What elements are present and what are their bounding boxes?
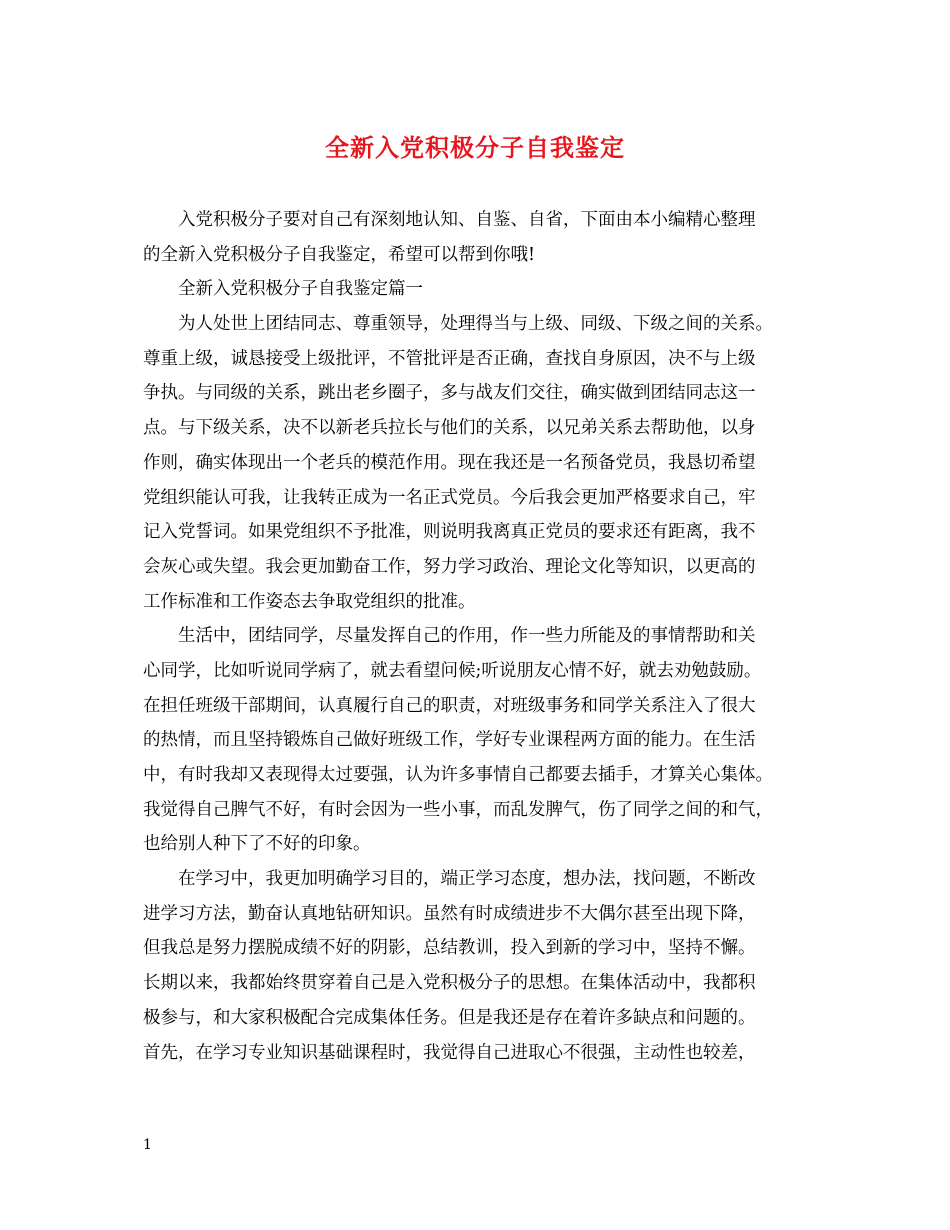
text-line: 也给别人种下了不好的印象。: [143, 834, 371, 855]
text-line: 工作标准和工作姿态去争取党组织的批准。: [143, 591, 476, 612]
text-line: 中，有时我却又表现得太过要强，认为许多事情自己都要去插手，才算关心集体。: [143, 765, 773, 785]
text-line: 极参与，和大家积极配合完成集体任务。但是我还是存在着许多缺点和问题的。: [143, 1007, 756, 1028]
text-line: 会灰心或失望。我会更加勤奋工作，努力学习政治、理论文化等知识，以更高的: [143, 556, 756, 577]
text-line: 党组织能认可我，让我转正成为一名正式党员。今后我会更加严格要求自己，牢: [143, 487, 756, 508]
text-line: 在担任班级干部期间，认真履行自己的职责，对班级事务和同学关系注入了很大: [143, 695, 756, 716]
text-line: 点。与下级关系，决不以新老兵拉长与他们的关系，以兄弟关系去帮助他，以身: [143, 418, 756, 439]
text-line: 为人处世上团结同志、尊重领导，处理得当与上级、同级、下级之间的关系。: [178, 314, 773, 335]
text-line: 首先，在学习专业知识基础课程时，我觉得自己进取心不很强，主动性也较差，: [143, 1042, 756, 1063]
text-line: 我觉得自己脾气不好，有时会因为一些小事，而乱发脾气，伤了同学之间的和气，: [143, 799, 773, 820]
text-line: 的热情，而且坚持锻炼自己做好班级工作，学好专业课程两方面的能力。在生活: [143, 730, 756, 751]
text-line: 进学习方法，勤奋认真地钻研知识。虽然有时成绩进步不大偶尔甚至出现下降，: [143, 903, 756, 924]
text-line: 但我总是努力摆脱成绩不好的阴影，总结教训，投入到新的学习中，坚持不懈。: [143, 938, 756, 959]
text-line: 生活中，团结同学，尽量发挥自己的作用，作一些力所能及的事情帮助和关: [178, 626, 756, 647]
document-title: 全新入党积极分子自我鉴定: [325, 133, 625, 162]
page-number: 1: [143, 1137, 152, 1153]
text-line: 在学习中，我更加明确学习目的，端正学习态度，想办法，找问题，不断改: [178, 869, 756, 890]
text-line: 尊重上级，诚恳接受上级批评，不管批评是否正确，查找自身原因，决不与上级: [143, 348, 756, 369]
text-line: 的全新入党积极分子自我鉴定，希望可以帮到你哦!: [143, 244, 536, 265]
text-line: 入党积极分子要对自己有深刻地认知、自鉴、自省，下面由本小编精心整理: [178, 210, 756, 230]
text-line: 全新入党积极分子自我鉴定篇一: [178, 279, 423, 300]
text-line: 记入党誓词。如果党组织不予批准，则说明我离真正党员的要求还有距离，我不: [143, 522, 756, 543]
text-line: 争执。与同级的关系，跳出老乡圈子，多与战友们交往，确实做到团结同志这一: [143, 383, 756, 404]
text-line: 作则，确实体现出一个老兵的模范作用。现在我还是一名预备党员，我恳切希望: [143, 452, 756, 473]
document-body: [143, 203, 818, 1070]
text-line: 心同学，比如听说同学病了，就去看望问候;听说朋友心情不好，就去劝勉鼓励。: [143, 660, 762, 681]
text-line: 长期以来，我都始终贯穿着自己是入党积极分子的思想。在集体活动中，我都积: [143, 973, 756, 994]
